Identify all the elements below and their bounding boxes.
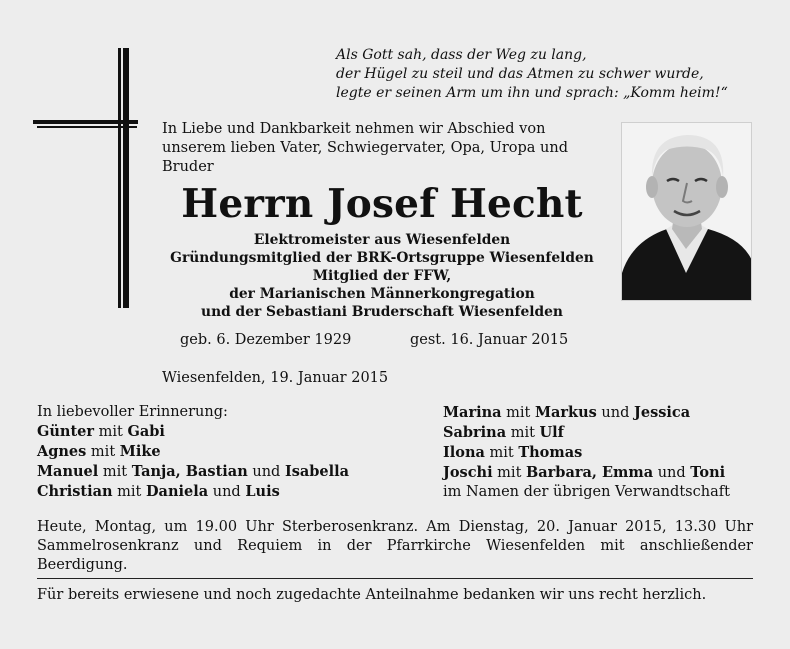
mourner-name: Toni xyxy=(690,464,726,481)
mourner-name: Joschi xyxy=(443,464,493,481)
mourner-line xyxy=(443,463,763,483)
mourner-line xyxy=(443,483,763,502)
mourner-name: Sabrina xyxy=(443,424,507,441)
mourner-name: Markus xyxy=(534,404,597,421)
mourner-text: mit xyxy=(94,424,128,440)
poem-line: der Hügel zu steil und das Atmen zu schwer wurde, xyxy=(336,66,704,82)
mourner-name: Ulf xyxy=(539,424,564,441)
deceased-name: Herrn Josef Hecht xyxy=(181,181,583,227)
mourner-name: Agnes xyxy=(37,443,87,460)
poem xyxy=(336,46,728,103)
mourner-text: und xyxy=(208,484,246,500)
mourner-name: Barbara, Emma xyxy=(526,464,654,481)
mourner-name: Ilona xyxy=(443,444,485,461)
mourner-text: mit xyxy=(484,445,519,461)
mourner-text: und xyxy=(247,464,285,480)
divider xyxy=(37,578,753,579)
place-date: Wiesenfelden, 19. Januar 2015 xyxy=(162,370,389,386)
mourner-text: In liebevoller Erinnerung: xyxy=(37,404,228,420)
role-line: Mitglied der FFW, xyxy=(312,268,452,284)
mourner-line xyxy=(37,422,417,442)
deceased-roles xyxy=(162,231,602,321)
death-date: gest. 16. Januar 2015 xyxy=(410,332,569,348)
mourner-line xyxy=(37,442,417,462)
mourner-name: Mike xyxy=(119,443,161,460)
mourner-name: Jessica xyxy=(634,404,691,421)
mourner-text: mit xyxy=(98,464,132,480)
mourner-name: Manuel xyxy=(37,463,99,480)
role-line: Elektromeister aus Wiesenfelden xyxy=(253,232,511,248)
service-info: Heute, Montag, um 19.00 Uhr Sterberosenkranz. Am Dienstag, 20. Januar 2015, 13.30 Uhr Sammelrosenkranz und Requiem in der Pfarrkirche Wiesenfelden mit anschließender Beerdigung. xyxy=(37,519,753,573)
mourner-name: Christian xyxy=(37,483,113,500)
mourner-line xyxy=(37,462,417,482)
birth-date: geb. 6. Dezember 1929 xyxy=(180,332,352,348)
mourners-right xyxy=(443,403,763,502)
mourner-text: mit xyxy=(492,465,527,481)
thanks-text: Für bereits erwiesene und noch zugedachte Anteilnahme bedanken wir uns recht herzlich. xyxy=(37,587,707,603)
mourner-name: Isabella xyxy=(284,463,350,480)
mourner-text: und xyxy=(596,405,634,421)
portrait-photo xyxy=(621,122,752,301)
mourner-name: Luis xyxy=(245,483,280,500)
mourner-text: und xyxy=(653,465,691,481)
mourner-text: mit xyxy=(112,484,146,500)
mourner-line xyxy=(443,403,763,423)
role-line: der Marianischen Männerkongregation xyxy=(229,286,535,302)
mourner-name: Günter xyxy=(37,423,95,440)
mourner-name: Daniela xyxy=(145,483,209,500)
mourner-name: Gabi xyxy=(127,423,165,440)
mourner-text: mit xyxy=(506,425,540,441)
role-line: Gründungsmitglied der BRK-Ortsgruppe Wiesenfelden xyxy=(170,250,594,266)
role-line: und der Sebastiani Bruderschaft Wiesenfelden xyxy=(201,304,563,320)
mourner-name: Marina xyxy=(443,404,502,421)
mourner-text: im Namen der übrigen Verwandtschaft xyxy=(443,484,730,500)
mourner-name: Tanja, Bastian xyxy=(131,463,248,480)
mourner-line xyxy=(443,423,763,443)
mourner-line xyxy=(37,403,417,422)
mourners-left xyxy=(37,403,417,502)
mourner-text: mit xyxy=(501,405,535,421)
poem-line: Als Gott sah, dass der Weg zu lang, xyxy=(336,47,587,63)
mourner-line xyxy=(37,482,417,502)
poem-line: legte er seinen Arm um ihn und sprach: „Komm heim!“ xyxy=(336,85,728,101)
intro-text: In Liebe und Dankbarkeit nehmen wir Abschied von unserem lieben Vater, Schwiegervater, Opa, Uropa und Bruder xyxy=(162,121,569,175)
cross-icon xyxy=(33,48,138,308)
mourner-text: mit xyxy=(86,444,120,460)
mourner-line xyxy=(443,443,763,463)
mourner-name: Thomas xyxy=(518,444,583,461)
